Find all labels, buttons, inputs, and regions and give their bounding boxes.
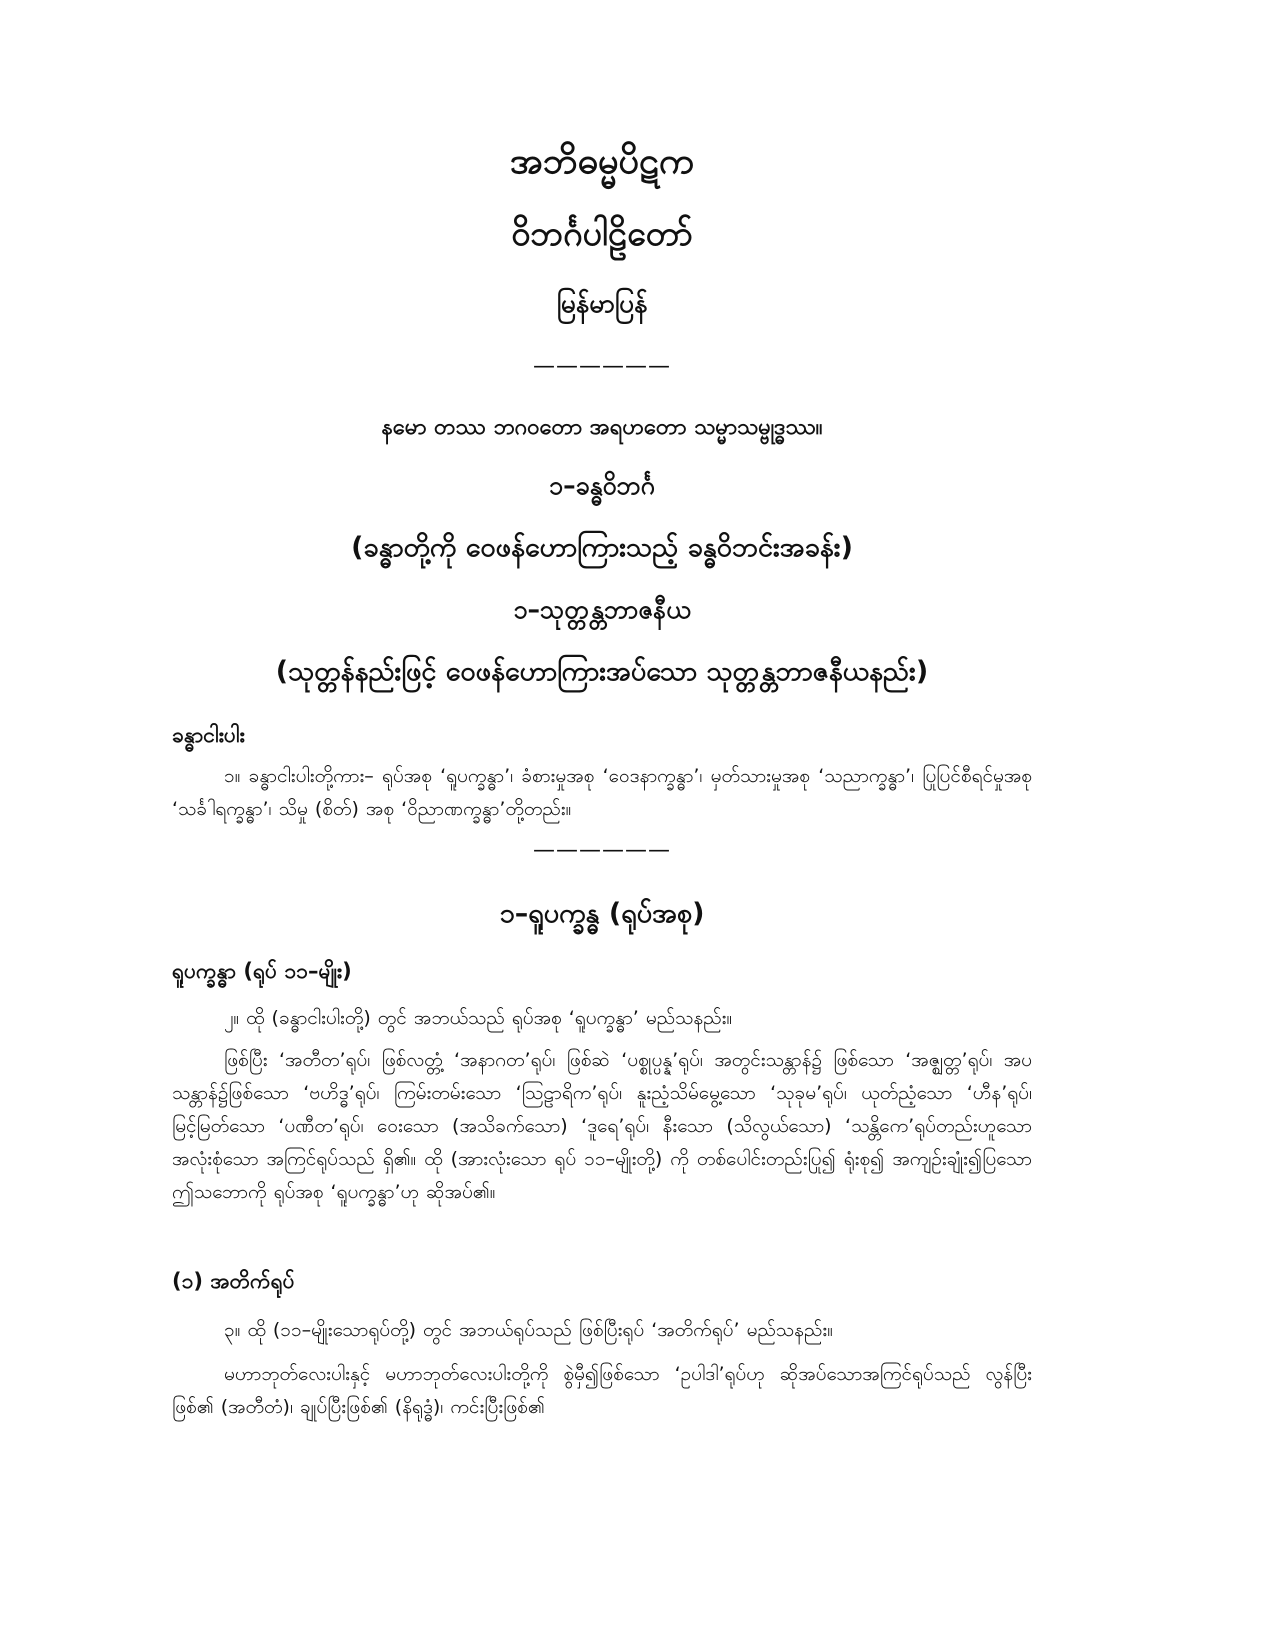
- rupa-khandha-heading: ၁–ရူပက္ခန္ဓ (ရုပ်အစု): [499, 898, 705, 929]
- separator-middle: ——————: [533, 838, 671, 863]
- paragraph-4: ၃။ ထို (၁၁–မျိုးသောရုပ်တို့) တွင် အဘယ်ရုပ်သည် ဖြစ်ပြီးရုပ် ‘အတိက်ရုပ်’ မည်သနည်း။: [224, 1319, 833, 1341]
- translation-label: မြန်မာပြန်: [556, 289, 648, 319]
- book-title: အဘိဓမ္မပိဋက: [509, 141, 695, 182]
- bhajaniya-description-heading: (သုတ္တန်နည်းဖြင့် ဝေဖန်ဟောကြားအပ်သော သုတ္တန္တဘာဇနီယနည်း): [275, 656, 929, 687]
- homage-line: နမော တဿ ဘဂဝတော အရဟတော သမ္မာသမ္ဗုဒ္ဓဿ။: [381, 415, 823, 440]
- paragraph-3: ဖြစ်ပြီး ‘အတီတ’ရုပ်၊ ဖြစ်လတ္တံ့ ‘အနာဂတ’ရုပ်၊ ဖြစ်ဆဲ ‘ပစ္စုပ္ပန္န’ရုပ်၊ အတွင်းသန္တာန်၌ ဖြစ်သော ‘အဇ္ဈတ္တ’ရုပ်၊ အပသန္တာန်၌ဖြစ်သော ‘ဗဟိဒ္ဓ’ရုပ်၊ ကြမ်းတမ်းသော ‘သြဠာရိက’ရုပ်၊ နူးညံ့သိမ်မွေ့သော ‘သုခုမ’ရုပ်၊ ယုတ်ညံ့သော ‘ဟီန’ရုပ်၊ မြင့်မြတ်သော ‘ပဏီတ’ရုပ်၊ ဝေးသော (အသိခက်သော) ‘ဒူရေ’ရုပ်၊ နီးသော (သိလွယ်သော) ‘သန္တိကေ’ရုပ်တည်းဟူသော အလုံးစုံသော အကြင်ရုပ်သည် ရှိ၏။ ထို (အားလုံးသော ရုပ် ၁၁–မျိုးတို့) ကို တစ်ပေါင်းတည်းပြု၍ ရုံးစု၍ အကျဉ်းချုံး၍ပြသော ဤသဘောကို ရုပ်အစု ‘ရူပက္ခန္ဓာ’ဟု ဆိုအပ်၏။: [172, 1049, 1032, 1203]
- paragraph-2: ၂။ ထို (ခန္ဓာငါးပါးတို့) တွင် အဘယ်သည် ရုပ်အစု ‘ရူပက္ခန္ဓာ’ မည်သနည်း။: [224, 1007, 733, 1029]
- paragraph-5: မဟာဘုတ်လေးပါးနှင့် မဟာဘုတ်လေးပါးတို့ကို စွဲမှီ၍ဖြစ်သော ‘ဥပါဒါ’ရုပ်ဟု ဆိုအပ်သောအကြင်ရုပ်သည် လွန်ပြီးဖြစ်၏ (အတီတံ)၊ ချုပ်ပြီးဖြစ်၏ (နိရုဒ္ဓံ)၊ ကင်းပြီးဖြစ်၏: [172, 1363, 1032, 1418]
- paragraph-1: ၁။ ခန္ဓာငါးပါးတို့ကား– ရုပ်အစု ‘ရူပက္ခန္ဓာ’၊ ခံစားမှုအစု ‘ဝေဒနာက္ခန္ဓာ’၊ မှတ်သားမှုအစု ‘သညာက္ခန္ဓာ’၊ ပြုပြင်စီရင်မှုအစု ‘သင်္ခါရက္ခန္ဓာ’၊ သိမှု (စိတ်) အစု ‘ဝိညာဏက္ခန္ဓာ’တို့တည်း။: [172, 765, 1032, 820]
- five-aggregates-heading: ခန္ဓာငါးပါး: [172, 723, 245, 747]
- vibhanga-description-heading: (ခန္ဓာတို့ကို ဝေဖန်ဟောကြားသည့် ခန္ဓဝိဘင်းအခန်း): [351, 532, 853, 563]
- vibhanga-number-heading: ၁–ခန္ဓဝိဘင်္ဂ: [549, 471, 655, 500]
- past-rupa-heading: (၁) အတိက်ရုပ်: [172, 1269, 295, 1293]
- rupa-eleven-heading: ရူပက္ခန္ဓာ (ရုပ် ၁၁–မျိုး): [172, 959, 352, 983]
- bhajaniya-number-heading: ၁–သုတ္တန္တဘာဇနီယ: [513, 595, 691, 624]
- book-subtitle: ဝိဘင်္ဂပါဠိတော်: [511, 214, 693, 254]
- separator-top: ——————: [533, 354, 671, 379]
